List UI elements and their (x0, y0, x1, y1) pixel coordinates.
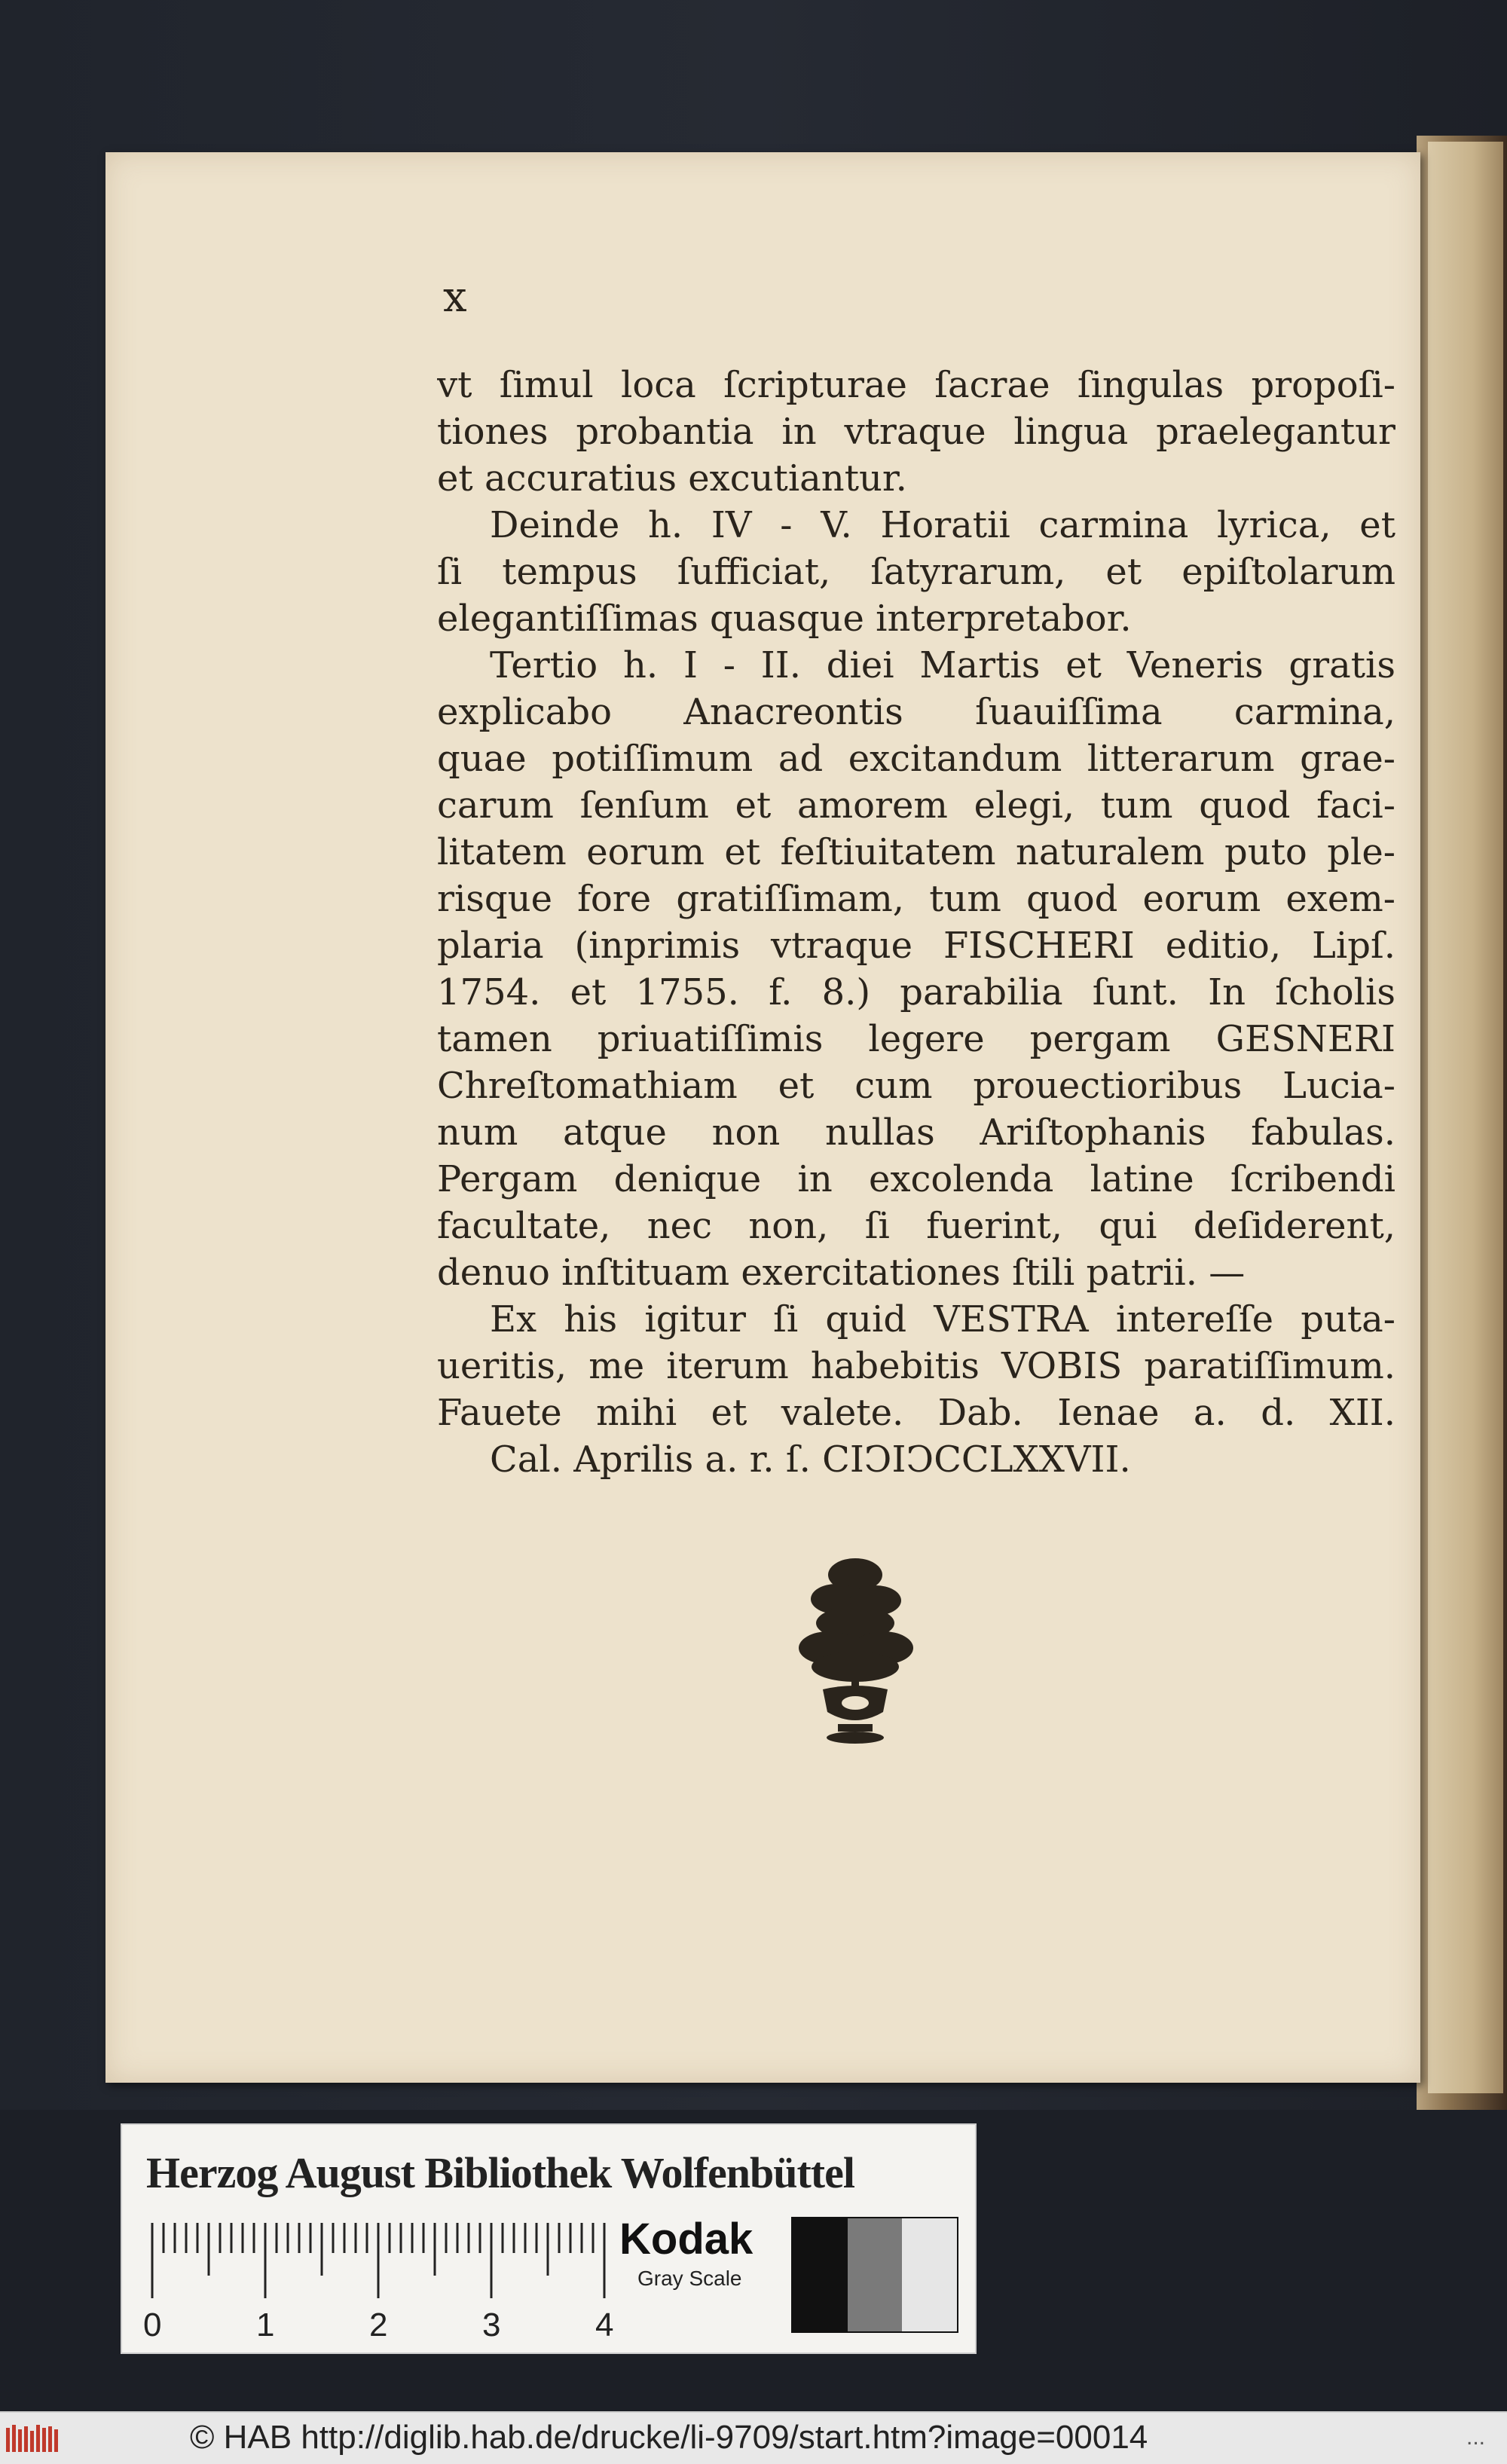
text-line: ueritis, me iterum habebitis VOBIS paratiſſimum. (437, 1345, 1395, 1387)
kodak-label (619, 2214, 770, 2304)
kodak-brand: Kodak (619, 2215, 754, 2264)
page-text (437, 362, 1395, 1483)
more-options-icon[interactable]: ... (1466, 2425, 1486, 2450)
text-line: explicabo Anacreontis ſuauiſſima carmina, (437, 691, 1395, 733)
text-line: Cal. Aprilis a. r. ſ. CIↃIↃCCLXXVII. (490, 1438, 1131, 1481)
ruler-label: 4 (595, 2307, 614, 2343)
text-line: facultate, nec non, ſi fuerint, qui deſiderent, (437, 1205, 1395, 1247)
text-line: Deinde h. IV - V. Horatii carmina lyrica, et (490, 504, 1395, 546)
text-line: vt ſimul loca ſcripturae ſacrae ſingulas propoſi- (437, 364, 1395, 406)
text-line: tamen priuatiſſimis legere pergam GESNERI (437, 1018, 1395, 1060)
text-line: 1754. et 1755. f. 8.) parabilia ſunt. In ſcholis (437, 971, 1395, 1013)
text-line: Chreſtomathiam et cum prouectioribus Lucia- (437, 1065, 1395, 1107)
color-calibration-bar (121, 2123, 977, 2354)
ruler-label: 3 (482, 2307, 501, 2343)
text-line: elegantiſſimas quasque interpretabor. (437, 598, 1132, 640)
text-line: quae potiſſimum ad excitandum litterarum grae- (437, 738, 1395, 780)
page-folio: x (443, 273, 467, 322)
gray-patch-mid (848, 2218, 903, 2331)
book-page (105, 152, 1420, 2083)
text-line: Tertio h. I - II. diei Martis et Veneris gratis (490, 644, 1395, 686)
text-line: ſi tempus ſufficiat, ſatyrarum, et epiſtolarum (437, 551, 1395, 593)
text-line: carum ſenſum et amorem elegi, tum quod faci- (437, 784, 1395, 827)
text-line: Fauete mihi et valete. Dab. Ienae a. d. XII. (437, 1392, 1395, 1434)
footer-credit-link[interactable]: © HAB http://diglib.hab.de/drucke/li-9709/start.htm?image=00014 (190, 2419, 1148, 2456)
gray-patches (791, 2217, 958, 2333)
facing-page-edge (1428, 142, 1503, 2093)
gray-scale-label: Gray Scale (637, 2267, 742, 2290)
text-line: et accuratius excutiantur. (437, 457, 907, 500)
viewer-footer (0, 2411, 1507, 2464)
text-line: plaria (inprimis vtraque FISCHERI editio, Lipſ. (437, 925, 1395, 967)
text-line: num atque non nullas Ariſtophanis fabulas. (437, 1111, 1395, 1154)
text-line: litatem eorum et feſtiuitatem naturalem puto ple- (437, 831, 1395, 873)
text-line: Ex his igitur ſi quid VESTRA intereſſe puta- (490, 1298, 1395, 1341)
ruler-label: 1 (256, 2307, 275, 2343)
text-line: tiones probantia in vtraque lingua praelegantur (437, 411, 1395, 453)
ruler-label: 0 (143, 2307, 162, 2343)
ruler-label: 2 (369, 2307, 388, 2343)
text-line: risque fore gratiſſimam, tum quod eorum exem- (437, 878, 1395, 920)
gray-patch-dark (793, 2218, 848, 2331)
text-line: denuo inſtituam exercitationes ſtili patrii. — (437, 1252, 1246, 1294)
tree-vignette-ornament (784, 1554, 927, 1750)
hab-logo-icon (5, 2423, 65, 2455)
gray-patch-light (902, 2218, 957, 2331)
institution-name: Herzog August Bibliothek Wolfenbüttel (146, 2148, 854, 2197)
text-line: Pergam denique in excolenda latine ſcribendi (437, 1158, 1395, 1200)
